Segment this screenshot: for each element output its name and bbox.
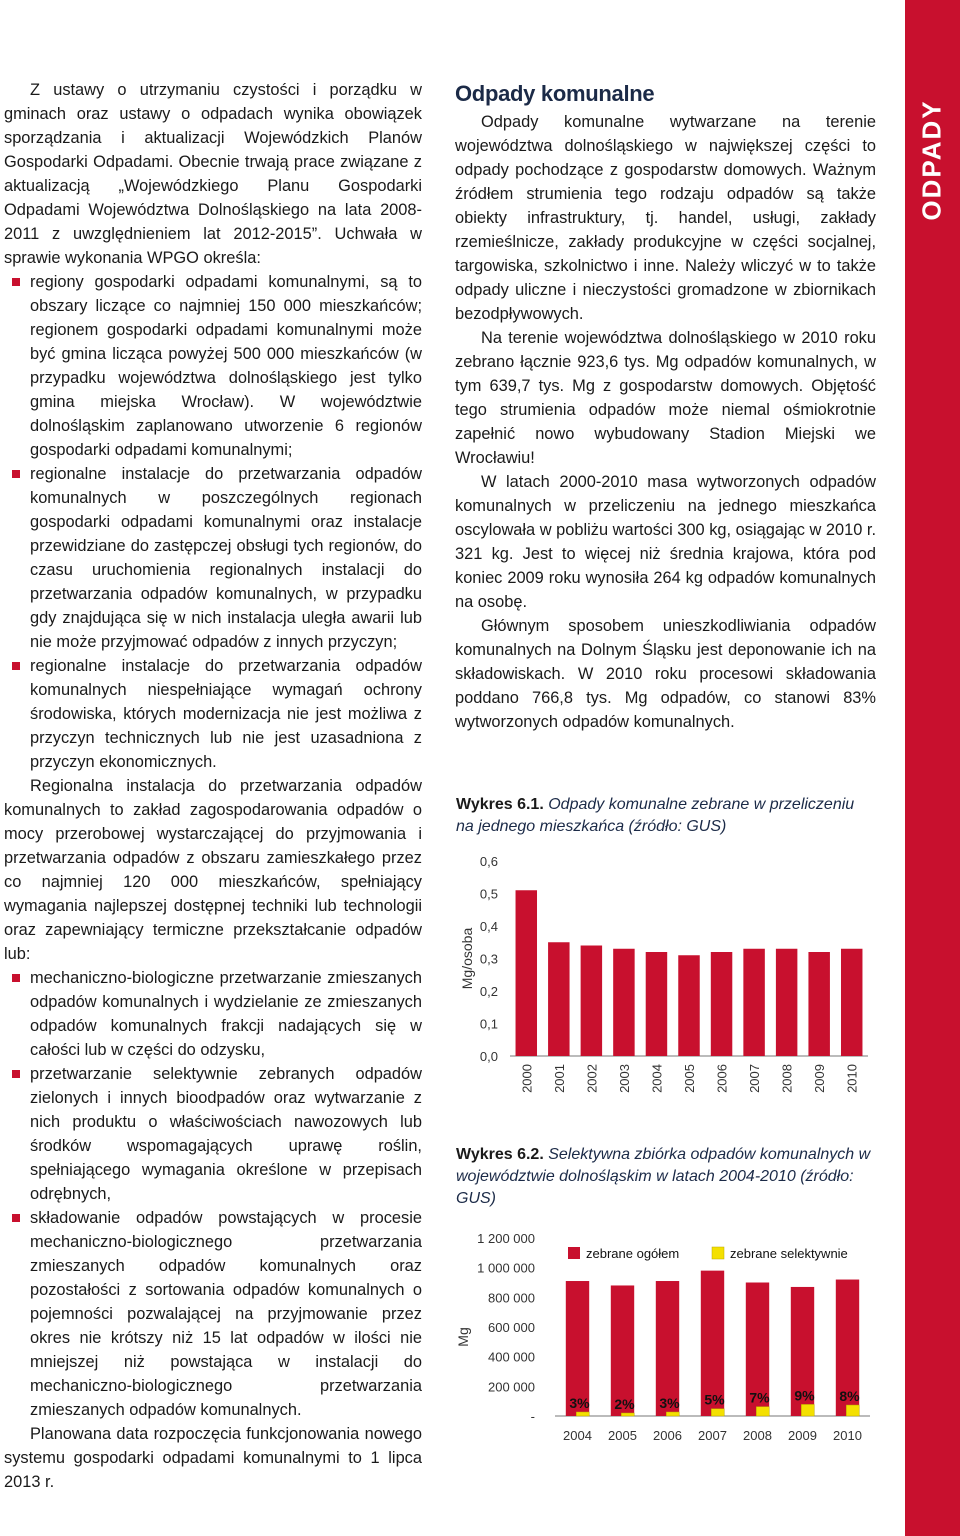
- bar: [678, 955, 699, 1056]
- intro-paragraph: Z ustawy o utrzymaniu czystości i porządku w gminach oraz ustawy o odpadach wynika obowiązek sporządzania i aktualizacji Wojewódzkich Planów Gospodarki Odpadami. Obecnie trwają prace związane z aktualizacją „Wojewódzkiego Planu Gospodarki Odpadami Województwa Dolnośląskiego na lata 2008-2011 z uwzględnieniem lat 2012-2015”. Uchwała w sprawie wykonania WPGO określa:: [4, 81, 422, 267]
- chart2-title: Selektywna zbiórka odpadów komunalnych w województwie dolnośląskim w latach 2004-2010 (źródło: GUS): [456, 1146, 871, 1207]
- paragraph: Odpady komunalne wytwarzane na terenie województwa dolnośląskiego w największej części to odpady pochodzące z gospodarstw domowych. Ważnym źródłem strumienia tego rodzaju odpadów są także obiekty infrastruktury, tj. handel, usługi, zakłady rzemieślnicze, zakłady produkcyjne w części socjalnej, targowiska, szkolnictwo i inne. Należy wliczyć w to także odpady uliczne i nieczystości gromadzone w zbiornikach bezodpływowych.: [455, 113, 876, 323]
- left-column: [4, 78, 422, 1494]
- bar: [646, 952, 667, 1056]
- x-tick-label: 2000: [519, 1064, 535, 1093]
- x-tick-label: 2002: [584, 1064, 600, 1093]
- bar: [711, 952, 732, 1056]
- x-tick-label: 2006: [653, 1428, 682, 1443]
- x-tick-label: 2009: [812, 1064, 828, 1093]
- chart1: [450, 840, 880, 1110]
- x-tick-label: 2007: [698, 1428, 727, 1443]
- y-tick-label: 800 000: [488, 1290, 535, 1306]
- list-item: [4, 462, 422, 654]
- bar: [581, 946, 602, 1057]
- y-tick-label: 400 000: [488, 1349, 535, 1365]
- bullet-icon: [12, 974, 20, 982]
- legend-label-total: zebrane ogółem: [586, 1246, 680, 1261]
- bar: [776, 949, 797, 1056]
- y-tick-label: 0,1: [479, 1016, 498, 1032]
- chart2-label: Wykres 6.2.: [456, 1146, 544, 1163]
- paragraph: W latach 2000-2010 masa wytworzonych odpadów komunalnych w przeliczeniu na jednego mieszkańca oscylowała w pobliżu wartości 300 kg, osiągając w 2010 r. 321 kg. Jest to więcej niż średnia krajowa, która pod koniec 2009 roku wynosiła 264 kg odpadów komunalnych na osobę.: [455, 473, 876, 611]
- bar: [743, 949, 764, 1056]
- x-tick-label: 2009: [788, 1428, 817, 1443]
- y-tick-label: 1 200 000: [477, 1231, 535, 1246]
- bullet-text: regionalne instalacje do przetwarzania odpadów komunalnych niespełniające wymagań ochrony środowiska, których modernizacja nie jest możliwa z przyczyn technicznych lub nie jest uzasadniona z przyczyn ekonomicznych.: [30, 657, 422, 771]
- paragraph: Głównym sposobem unieszkodliwiania odpadów komunalnych na Dolnym Śląsku jest deponowanie ich na składowiskach. W 2010 roku procesowi składowania poddano 766,8 tys. Mg odpadów, co stanowi 83% wytworzonych odpadów komunalnych.: [455, 617, 876, 731]
- list-item: [4, 1062, 422, 1206]
- x-tick-label: 2005: [682, 1064, 697, 1093]
- bullet-icon: [12, 1070, 20, 1078]
- data-label: 3%: [569, 1394, 590, 1411]
- bar: [548, 942, 569, 1056]
- paragraph: Regionalna instalacja do przetwarzania odpadów komunalnych to zakład zagospodarowania odpadów o mocy przerobowej wystarczającej do przyjmowania i przetwarzania odpadów z obszaru zamieszkałego przez co najmniej 120 000 mieszkańców, spełniający wymagania najlepszej dostępnej techniki lub technologii oraz zapewniający termiczne przekształcanie odpadów lub:: [4, 777, 422, 963]
- list-item: [4, 966, 422, 1062]
- x-tick-label: 2007: [747, 1064, 763, 1093]
- x-tick-label: 2004: [563, 1428, 592, 1443]
- paragraph: Planowana data rozpoczęcia funkcjonowania nowego systemu gospodarki odpadami komunalnymi to 1 lipca 2013 r.: [4, 1425, 422, 1491]
- data-label: 3%: [659, 1394, 680, 1411]
- legend-swatch-selective: [712, 1247, 724, 1259]
- bar: [613, 949, 634, 1056]
- bar: [516, 890, 537, 1056]
- bar-selective: [711, 1409, 724, 1416]
- x-tick-label: 2008: [779, 1064, 795, 1093]
- chart1-title: Odpady komunalne zebrane w przeliczeniu na jednego mieszkańca (źródło: GUS): [456, 796, 855, 835]
- sidebar-label: ODPADY: [916, 99, 947, 221]
- x-tick-label: 2005: [608, 1428, 637, 1443]
- legend-label-selective: zebrane selektywnie: [730, 1246, 848, 1261]
- bullet-text: przetwarzanie selektywnie zebranych odpadów zielonych i innych bioodpadów oraz wytwarzanie z nich produktu o właściwościach nawozowych lub środków wspomagających uprawę roślin, spełniającego wymagania określone w przepisach odrębnych,: [30, 1065, 422, 1203]
- bar: [841, 949, 862, 1056]
- y-tick-label: 200 000: [488, 1379, 535, 1395]
- y-tick-label: 0,4: [479, 919, 498, 934]
- y-tick-label: 0,2: [479, 984, 498, 999]
- y-axis-label: Mg/osoba: [459, 927, 475, 990]
- bullet-text: regiony gospodarki odpadami komunalnymi, są to obszary liczące co najmniej 150 000 mieszkańców; regionem gospodarki odpadami komunalnymi może być gmina licząca powyżej 500 000 mieszkańców (w przypadku województwa dolnośląskiego jest tylko gmina miejska Wrocław). W województwie dolnośląskim zaplanowano utworzenie 6 regionów gospodarki odpadami komunalnymi;: [30, 273, 422, 459]
- y-axis-label: Mg: [455, 1327, 471, 1347]
- y-tick-label: 1 000 000: [477, 1260, 535, 1276]
- bar-selective: [621, 1413, 634, 1416]
- bullet-text: mechaniczno-biologiczne przetwarzanie zmieszanych odpadów komunalnych i wydzielanie ze zmieszanych odpadów komunalnych frakcji nadających się w całości lub w części do odzysku,: [30, 969, 422, 1059]
- bar-selective: [756, 1407, 769, 1416]
- data-label: 8%: [839, 1388, 860, 1405]
- data-label: 9%: [794, 1387, 815, 1404]
- x-tick-label: 2010: [844, 1064, 860, 1093]
- bar-selective: [666, 1412, 679, 1416]
- chart2-caption: [456, 1144, 876, 1210]
- y-tick-label: 0,0: [479, 1049, 498, 1064]
- sidebar-strip: [905, 0, 960, 1536]
- x-tick-label: 2003: [616, 1064, 632, 1093]
- bullet-text: regionalne instalacje do przetwarzania odpadów komunalnych w poszczególnych regionach gospodarki odpadami komunalnymi oraz instalacje przewidziane do zastępczej obsługi tych regionów, do czasu uruchomienia regionalnych instalacji do przetwarzania odpadów komunalnych, w przypadku gdy znajdująca się w nich instalacja uległa awarii lub nie może przyjmować odpadów z innych przyczyn;: [30, 465, 422, 651]
- x-tick-label: 2006: [714, 1064, 730, 1093]
- data-label: 5%: [704, 1391, 725, 1408]
- list-item: [4, 270, 422, 462]
- data-label: 2%: [614, 1396, 635, 1412]
- bullet-icon: [12, 278, 20, 286]
- right-column: [455, 78, 876, 734]
- bar-selective: [801, 1404, 814, 1416]
- bullet-icon: [12, 1214, 20, 1222]
- y-tick-label: 0,5: [479, 886, 498, 902]
- x-tick-label: 2008: [743, 1428, 772, 1443]
- data-label: 7%: [749, 1389, 770, 1406]
- y-tick-label: 0,6: [479, 854, 498, 869]
- x-tick-label: 2001: [551, 1064, 567, 1093]
- section-heading: Odpady komunalne: [455, 81, 655, 106]
- bar-selective: [846, 1405, 859, 1416]
- bar: [808, 952, 829, 1056]
- y-tick-label: 0,3: [479, 951, 498, 967]
- legend-swatch-total: [568, 1247, 580, 1259]
- x-tick-label: 2010: [833, 1428, 862, 1443]
- list-item: [4, 1206, 422, 1422]
- y-tick-label: -: [530, 1409, 535, 1424]
- x-tick-label: 2004: [649, 1064, 665, 1093]
- chart1-caption: [456, 794, 876, 838]
- chart2: [450, 1225, 880, 1460]
- bullet-text: składowanie odpadów powstających w procesie mechaniczno-biologicznego przetwarzania zmieszanych odpadów komunalnych oraz pozostałości z sortowania odpadów komunalnych o pojemności pozwalającej na przyjmowanie przez okres nie krótszy niż 15 lat odpadów w ilości nie mniejszej niż powstająca w instalacji do mechaniczno-biologicznego przetwarzania zmieszanych odpadów komunalnych.: [30, 1209, 422, 1419]
- bullet-icon: [12, 662, 20, 670]
- bar-selective: [576, 1412, 589, 1416]
- y-tick-label: 600 000: [488, 1320, 535, 1335]
- bullet-icon: [12, 470, 20, 478]
- list-item: [4, 654, 422, 774]
- paragraph: Na terenie województwa dolnośląskiego w 2010 roku zebrano łącznie 923,6 tys. Mg odpadów komunalnych, w tym 639,7 tys. Mg z gospodarstw domowych. Objętość tego strumienia odpadów może niemal ośmiokrotnie zapełnić nowo wybudowany Stadion Miejski we Wrocławiu!: [455, 329, 876, 467]
- chart1-label: Wykres 6.1.: [456, 796, 544, 813]
